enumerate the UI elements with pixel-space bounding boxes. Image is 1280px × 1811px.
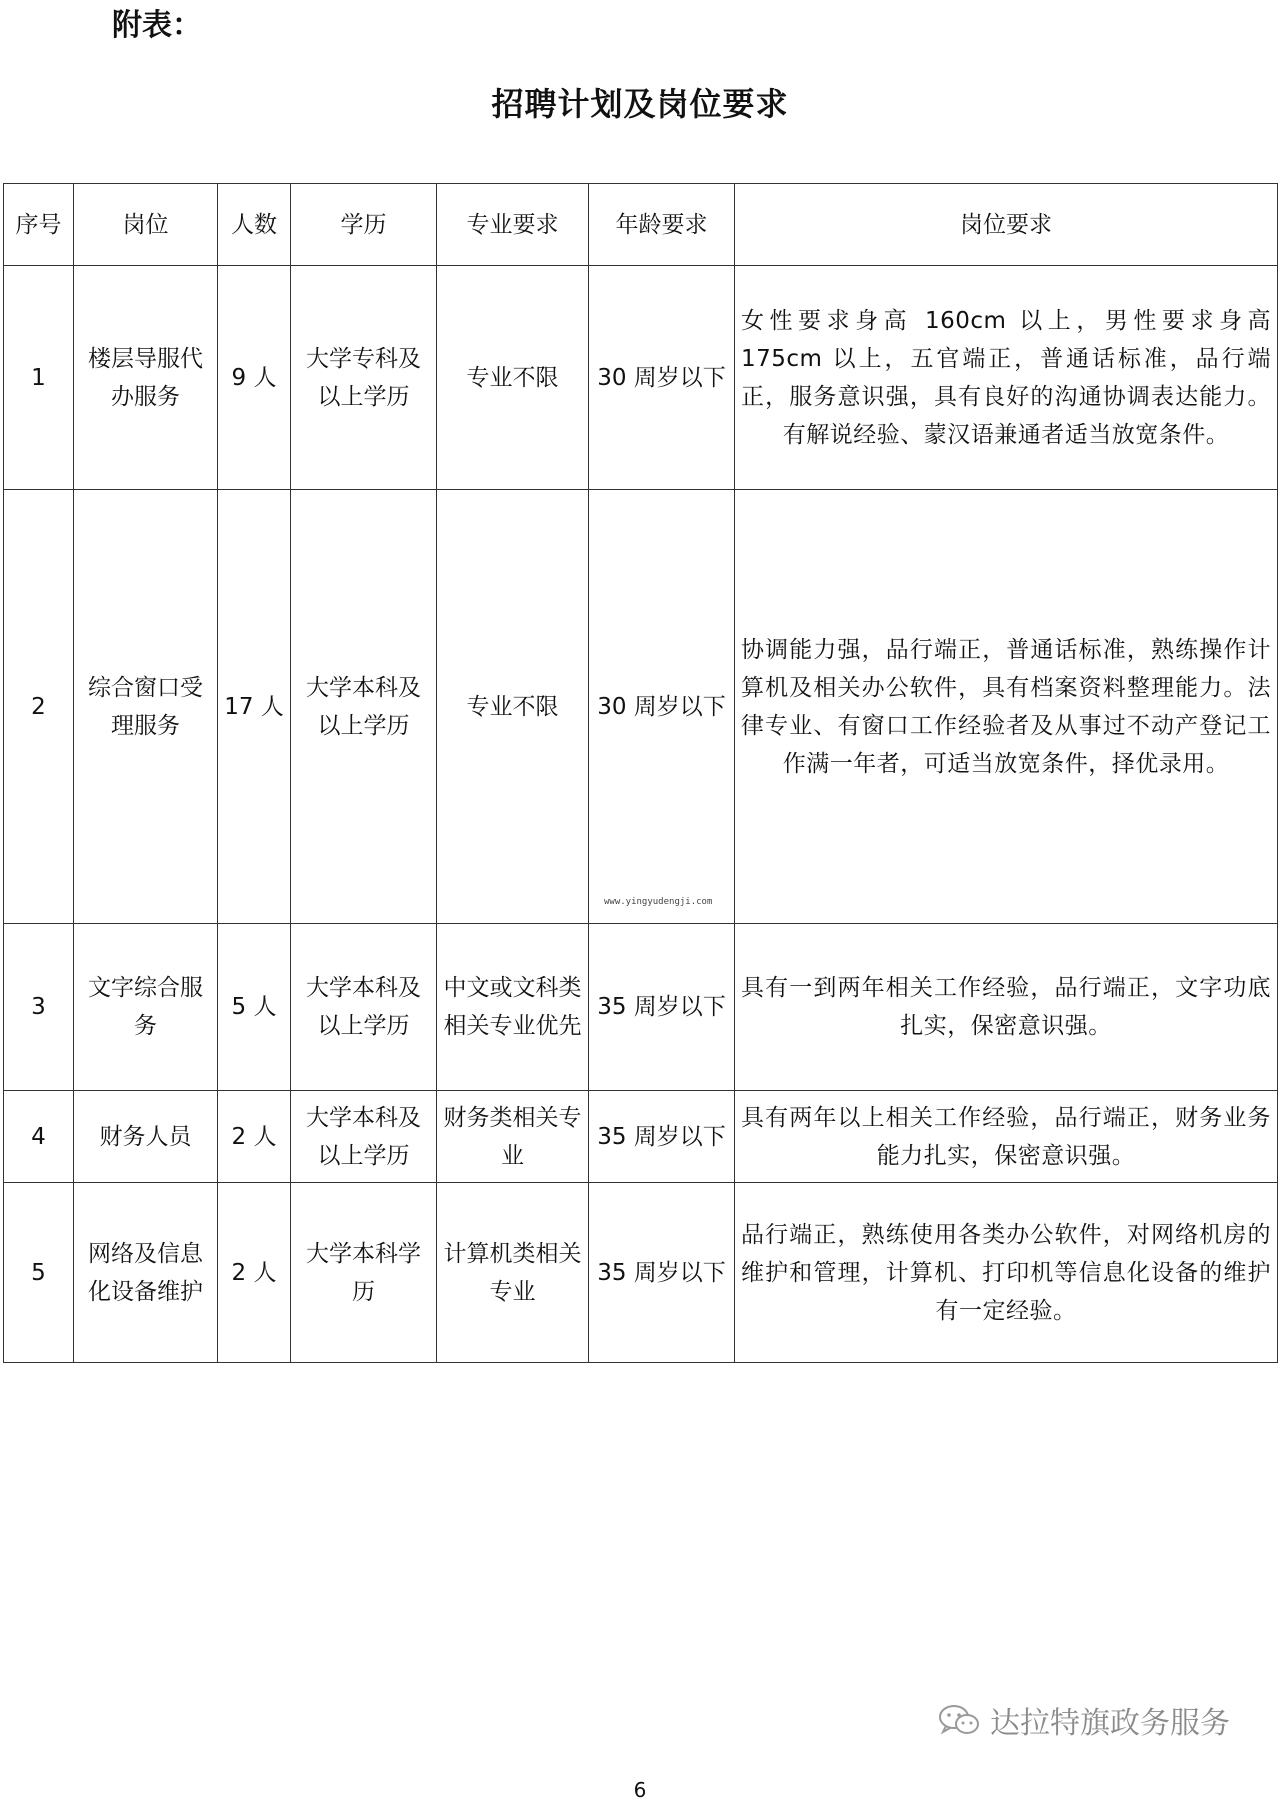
- recruitment-plan-table: [3, 183, 1278, 1363]
- cell-position: 楼层导服代办服务: [74, 266, 218, 490]
- cell-requirements: [735, 924, 1278, 1091]
- cell-age: 30 周岁以下: [589, 266, 735, 490]
- document-title: 招聘计划及岗位要求: [491, 85, 789, 123]
- cell-requirements: [735, 1183, 1278, 1363]
- cell-major: 财务类相关专业: [437, 1091, 589, 1183]
- cell-age: 35 周岁以下: [589, 1183, 735, 1363]
- brand-name: 达拉特旗政务服务: [990, 1706, 1230, 1741]
- appendix-label: 附表：: [112, 8, 202, 43]
- table-row: [4, 490, 1278, 924]
- header-count: 人数: [218, 184, 291, 266]
- table-row: [4, 924, 1278, 1091]
- cell-age: 30 周岁以下: [589, 490, 735, 924]
- cell-seq: 3: [4, 924, 74, 1091]
- cell-age: 35 周岁以下: [589, 924, 735, 1091]
- cell-seq: 5: [4, 1183, 74, 1363]
- header-education: 学历: [291, 184, 437, 266]
- requirements-text: 具有一到两年相关工作经验，品行端正，文字功底扎实，保密意识强。: [741, 975, 1271, 1039]
- cell-seq: 2: [4, 490, 74, 924]
- page-number: 6: [633, 1778, 647, 1802]
- cell-seq: 4: [4, 1091, 74, 1183]
- requirements-text: 女性要求身高 160cm 以上，男性要求身高 175cm 以上，五官端正，普通话标准，品行端正，服务意识强，具有良好的沟通协调表达能力。有解说经验、蒙汉语兼通者适当放宽条件。: [741, 307, 1271, 448]
- cell-position: 文字综合服务: [74, 924, 218, 1091]
- cell-count: 17 人: [218, 490, 291, 924]
- cell-education: 大学本科及以上学历: [291, 1091, 437, 1183]
- requirements-text: 具有两年以上相关工作经验，品行端正，财务业务能力扎实，保密意识强。: [741, 1104, 1271, 1169]
- cell-position: 财务人员: [74, 1091, 218, 1183]
- cell-requirements: [735, 266, 1278, 490]
- cell-major: 专业不限: [437, 266, 589, 490]
- cell-age: 35 周岁以下: [589, 1091, 735, 1183]
- cell-position: 网络及信息化设备维护: [74, 1183, 218, 1363]
- cell-major: 计算机类相关专业: [437, 1183, 589, 1363]
- cell-seq: 1: [4, 266, 74, 490]
- brand-watermark: [938, 1698, 1230, 1742]
- header-requirements: 岗位要求: [735, 184, 1278, 266]
- cell-requirements: [735, 1091, 1278, 1183]
- cell-position: 综合窗口受理服务: [74, 490, 218, 924]
- header-age: 年龄要求: [589, 184, 735, 266]
- requirements-text: 协调能力强，品行端正，普通话标准，熟练操作计算机及相关办公软件，具有档案资料整理能力。法律专业、有窗口工作经验者及从事过不动产登记工作满一年者，可适当放宽条件，择优录用。: [741, 636, 1271, 777]
- table-row: [4, 266, 1278, 490]
- cell-count: 2 人: [218, 1183, 291, 1363]
- cell-education: 大学本科学历: [291, 1183, 437, 1363]
- table-row: [4, 1091, 1278, 1183]
- header-position: 岗位: [74, 184, 218, 266]
- site-watermark: www.yingyudengji.com: [604, 897, 713, 907]
- cell-count: 2 人: [218, 1091, 291, 1183]
- table-row: [4, 1183, 1278, 1363]
- cell-count: 9 人: [218, 266, 291, 490]
- header-seq: 序号: [4, 184, 74, 266]
- wechat-icon: [938, 1703, 980, 1737]
- table-header-row: [4, 184, 1278, 266]
- cell-education: 大学专科及以上学历: [291, 266, 437, 490]
- cell-requirements: [735, 490, 1278, 924]
- requirements-text: 品行端正，熟练使用各类办公软件，对网络机房的维护和管理，计算机、打印机等信息化设备的维护有一定经验。: [741, 1221, 1271, 1324]
- cell-major: 专业不限: [437, 490, 589, 924]
- cell-education: 大学本科及以上学历: [291, 924, 437, 1091]
- cell-major: 中文或文科类相关专业优先: [437, 924, 589, 1091]
- cell-count: 5 人: [218, 924, 291, 1091]
- header-major: 专业要求: [437, 184, 589, 266]
- cell-education: 大学本科及以上学历: [291, 490, 437, 924]
